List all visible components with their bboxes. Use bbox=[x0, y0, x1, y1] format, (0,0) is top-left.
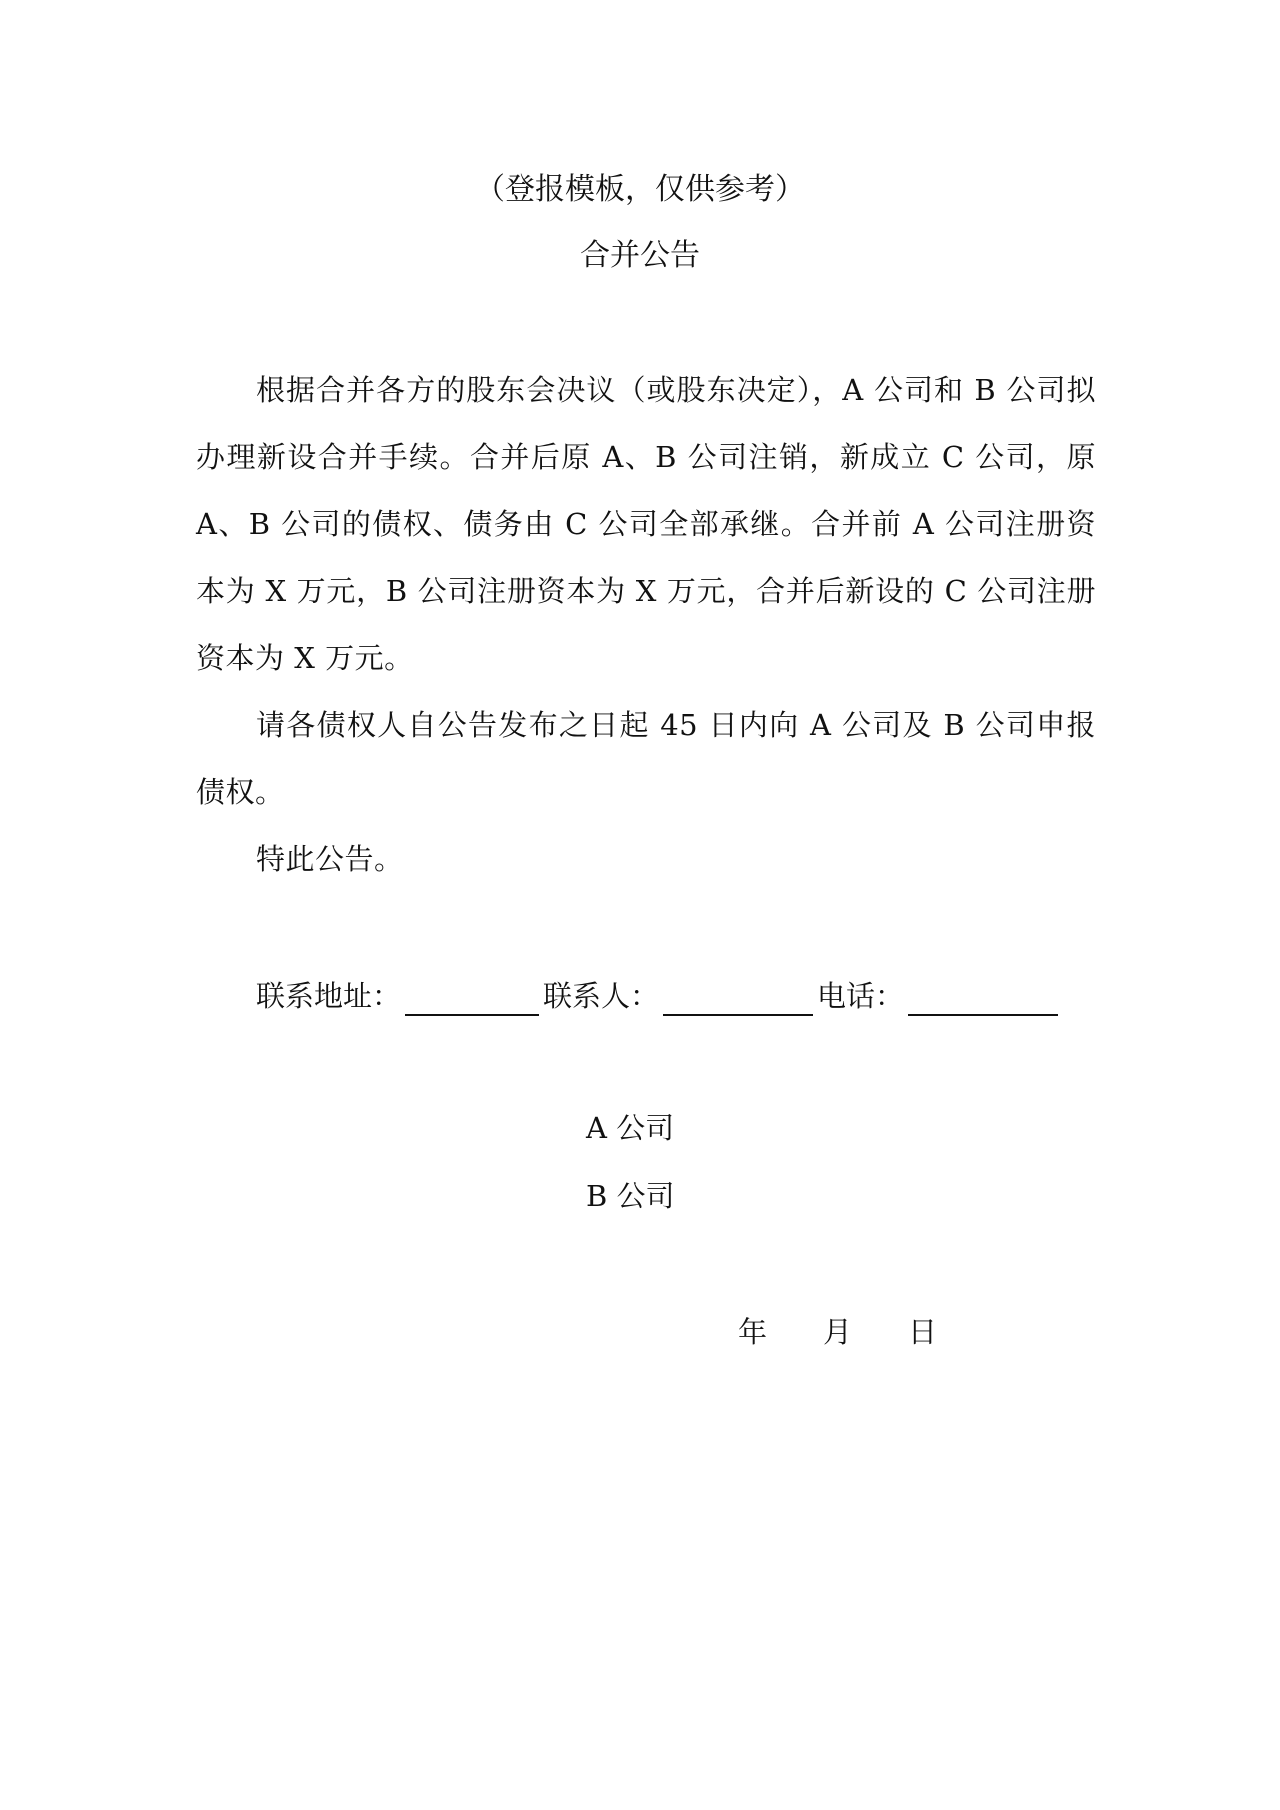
signature-company-a: A 公司 bbox=[586, 1111, 675, 1145]
person-label: 联系人： bbox=[543, 979, 660, 1013]
paragraph-merger-details: 根据合并各方的股东会决议（或股东决定），A 公司和 B 公司拟办理新设合并手续。合并后原 A、B 公司注销，新成立 C 公司，原 A、B 公司的债权、债务由 C 公司全部承继。合并前 A 公司注册资本为 X 万元，B 公司注册资本为 X 万元，合并后新设的 C 公司注册资本为 X 万元。 bbox=[196, 373, 1096, 675]
document-title: 合并公告 bbox=[580, 238, 700, 273]
notice-body bbox=[196, 357, 1096, 893]
paragraph-closing: 特此公告。 bbox=[256, 842, 404, 876]
date-year: 年 bbox=[738, 1315, 768, 1349]
phone-label: 电话： bbox=[817, 979, 905, 1013]
address-blank bbox=[405, 982, 539, 1016]
person-blank bbox=[663, 982, 813, 1016]
phone-blank bbox=[908, 982, 1058, 1016]
date-month: 月 bbox=[823, 1315, 853, 1349]
contact-line bbox=[256, 976, 1062, 1016]
address-label: 联系地址： bbox=[256, 979, 402, 1013]
paragraph-creditor-claims: 请各债权人自公告发布之日起 45 日内向 A 公司及 B 公司申报债权。 bbox=[196, 708, 1096, 809]
signature-company-b: B 公司 bbox=[586, 1179, 675, 1213]
date-line bbox=[738, 1312, 937, 1352]
document-subtitle: （登报模板，仅供参考） bbox=[475, 172, 805, 207]
date-day: 日 bbox=[908, 1315, 938, 1349]
